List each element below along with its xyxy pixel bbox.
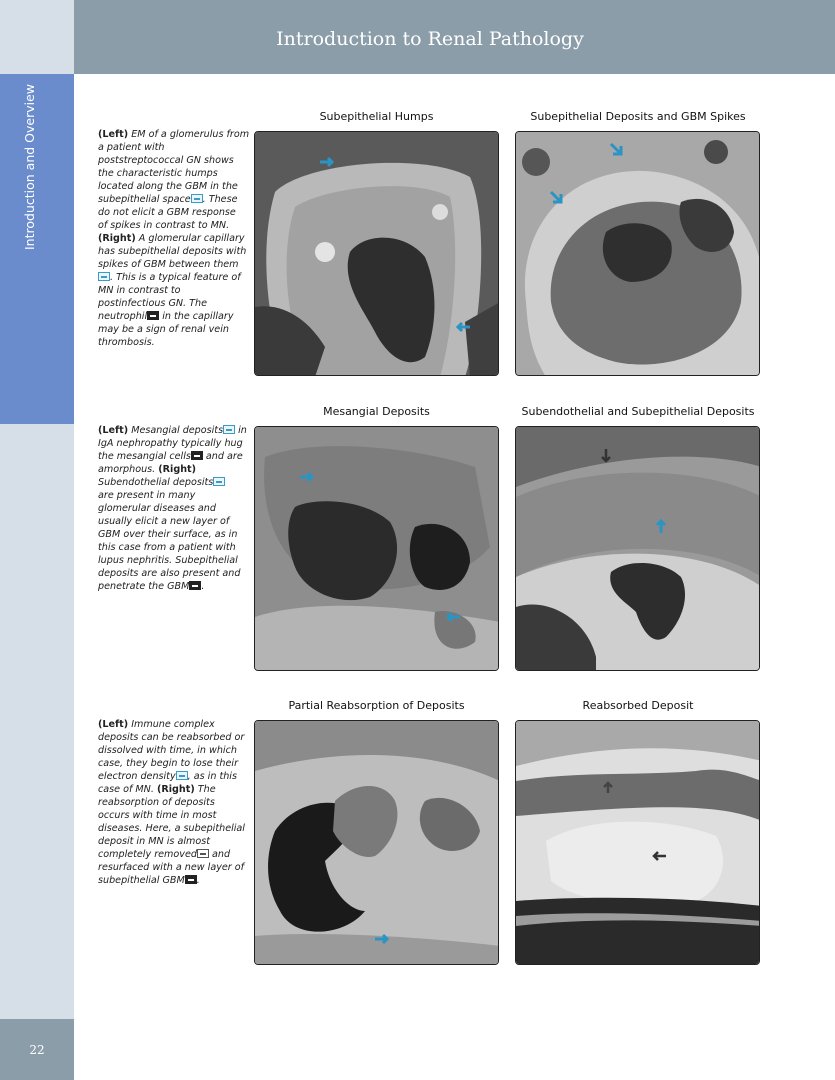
caption-line: Subendothelial deposits	[98, 476, 248, 489]
caption-line: IgA nephropathy typically hug	[98, 438, 243, 449]
caption-line: located along the GBM in the	[98, 181, 238, 192]
caption-line: (Right) A glomerular capillary	[98, 233, 245, 244]
figure-title-gbm-spikes: Subepithelial Deposits and GBM Spikes	[530, 110, 746, 123]
arrow-key-icon	[213, 477, 225, 486]
caption-line: has subepithelial deposits with	[98, 246, 247, 257]
figure-title-mesangial-deposits: Mesangial Deposits	[323, 405, 430, 418]
arrow-key-icon	[223, 425, 235, 434]
arrow-key-icon	[147, 311, 159, 320]
figure-title-reabsorbed-deposit: Reabsorbed Deposit	[582, 699, 694, 712]
caption-line: . This is a typical feature of	[98, 271, 248, 284]
micrograph-partial-reabsorption	[254, 720, 499, 965]
caption-line: electron density , as in this	[98, 771, 237, 782]
caption-line: deposit in MN is almost	[98, 836, 210, 847]
caption-line: usually elicit a new layer of	[98, 516, 230, 527]
caption-line: subepithelial GBM .	[98, 875, 200, 886]
arrow-key-icon	[189, 581, 201, 590]
arrow-key-icon	[197, 849, 209, 858]
figure-title-subepithelial-humps: Subepithelial Humps	[319, 110, 434, 123]
micrograph-subendothelial-deposits	[515, 426, 760, 671]
caption-line: of spikes in contrast to MN.	[98, 220, 230, 231]
caption-line: glomerular diseases and	[98, 503, 216, 514]
caption-line: completely removed and	[98, 849, 231, 860]
arrow-key-icon	[191, 194, 203, 203]
caption-line: deposits can be reabsorbed or	[98, 732, 245, 743]
caption-line: dissolved with time, in which	[98, 745, 237, 756]
caption-line: spikes of GBM between them	[98, 259, 239, 270]
side-strip	[0, 424, 74, 1019]
caption-line: neutrophil in the capillary	[98, 311, 234, 322]
page-title: Introduction to Renal Pathology	[276, 28, 584, 50]
caption-line: penetrate the GBM .	[98, 581, 205, 592]
corner-block	[0, 0, 74, 74]
arrow-key-icon	[185, 875, 197, 884]
caption-line: (Left) Mesangial deposits in	[98, 425, 247, 436]
micrograph-reabsorbed-deposit	[515, 720, 760, 965]
caption-line: may be a sign of renal vein	[98, 324, 229, 335]
caption-line: (Left) EM of a glomerulus from	[98, 129, 250, 140]
caption-line: (Left) Immune complex	[98, 719, 215, 730]
caption-line: reabsorption of deposits	[98, 797, 215, 808]
caption-line: amorphous. (Right)	[98, 464, 196, 475]
caption-line: postinfectious GN. The	[98, 298, 207, 309]
caption-row-1	[98, 128, 248, 349]
caption-line: MN in contrast to	[98, 285, 181, 296]
section-tab[interactable]	[0, 74, 74, 424]
micrograph-gbm-spikes	[515, 131, 760, 376]
caption-line: lupus nephritis. Subepithelial	[98, 555, 238, 566]
caption-line: this case from a patient with	[98, 542, 236, 553]
section-tab-label: Introduction and Overview	[22, 83, 37, 250]
caption-line: the mesangial cells and are	[98, 451, 243, 462]
caption-line: diseases. Here, a subepithelial	[98, 823, 245, 834]
micrograph-mesangial-deposits	[254, 426, 499, 671]
caption-line: the characteristic humps	[98, 168, 218, 179]
caption-line: subepithelial space . These	[98, 194, 238, 205]
caption-line: are present in many	[98, 490, 196, 501]
caption-line: case of MN. (Right) The	[98, 784, 216, 795]
caption-line: resurfaced with a new layer of	[98, 862, 245, 873]
figure-title-subendothelial-deposits: Subendothelial and Subepithelial Deposits	[521, 405, 755, 418]
arrow-key-icon	[176, 771, 188, 780]
caption-line: poststreptococcal GN shows	[98, 155, 234, 166]
figure-title-partial-reabsorption: Partial Reabsorption of Deposits	[288, 699, 465, 712]
page-number: 22	[29, 1043, 45, 1057]
caption-row-3	[98, 718, 248, 887]
caption-line: occurs with time in most	[98, 810, 217, 821]
arrow-key-icon	[191, 451, 203, 460]
micrograph-subepithelial-humps	[254, 131, 499, 376]
caption-line: a patient with	[98, 142, 165, 153]
caption-line: thrombosis.	[98, 337, 155, 348]
caption-line: deposits are also present and	[98, 568, 241, 579]
arrow-key-icon	[98, 272, 110, 281]
caption-line: GBM over their surface, as in	[98, 529, 238, 540]
caption-line: case, they begin to lose their	[98, 758, 239, 769]
caption-row-2	[98, 424, 248, 593]
caption-line: do not elicit a GBM response	[98, 207, 236, 218]
